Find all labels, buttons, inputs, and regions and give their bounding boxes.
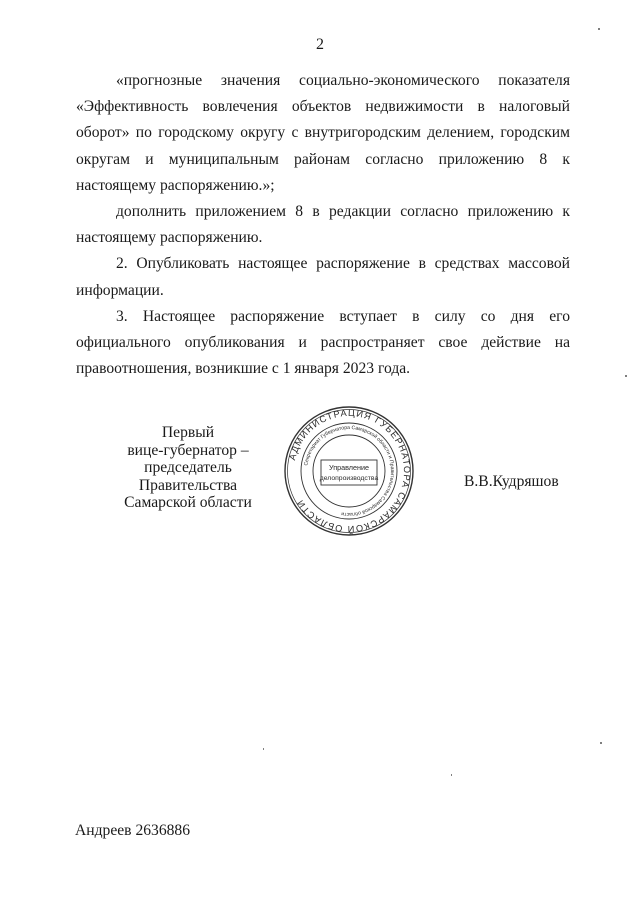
signatory-title-line: Первый: [161, 424, 215, 441]
document-body: [76, 68, 570, 382]
paragraph-publish: 2. Опубликовать настоящее распоряжение в средствах массовой информации.: [76, 255, 570, 299]
stamp-center-line2: делопроизводства: [319, 475, 379, 482]
scan-speck: [451, 774, 452, 776]
signatory-title: [100, 424, 276, 512]
paragraph-effective-date: 3. Настоящее распоряжение вступает в силу со дня его официального опубликования и распространяет свое действие на правоотношения, возникшие с 1 января 2023 года.: [76, 307, 570, 378]
signatory-title-line: вице-губернатор –: [127, 441, 249, 459]
scan-speck: [263, 748, 264, 750]
paragraph-forecast-values: «прогнозные значения социально-экономического показателя «Эффективность вовлечения объектов недвижимости в налоговый оборот» по городскому округу с внутригородским делением, городским округам и муниципальным районам согласно приложению 8 к настоящему распоряжению.»;: [76, 72, 570, 194]
page-number: 2: [316, 36, 324, 53]
scan-speck: [598, 28, 600, 30]
signatory-title-line: Самарской области: [124, 494, 252, 511]
executor-reference: Андреев 2636886: [75, 822, 191, 839]
scan-speck: [600, 742, 602, 744]
stamp-outer-text: АДМИНИСТРАЦИЯ ГУБЕРНАТОРА САМАРСКОЙ ОБЛАСТИ: [287, 407, 413, 535]
stamp-center-line1: Управление: [329, 463, 369, 472]
scan-speck: [625, 375, 627, 377]
stamp-inner-text: Секретариат Губернатора Самарской области и Правительства Самарской области: [303, 424, 396, 518]
paragraph-add-appendix: дополнить приложением 8 в редакции согласно приложению к настоящему распоряжению.: [76, 203, 570, 247]
signatory-name: В.В.Кудряшов: [464, 473, 559, 490]
signatory-title-line: председатель Правительства: [138, 459, 238, 494]
official-stamp: [282, 404, 416, 538]
